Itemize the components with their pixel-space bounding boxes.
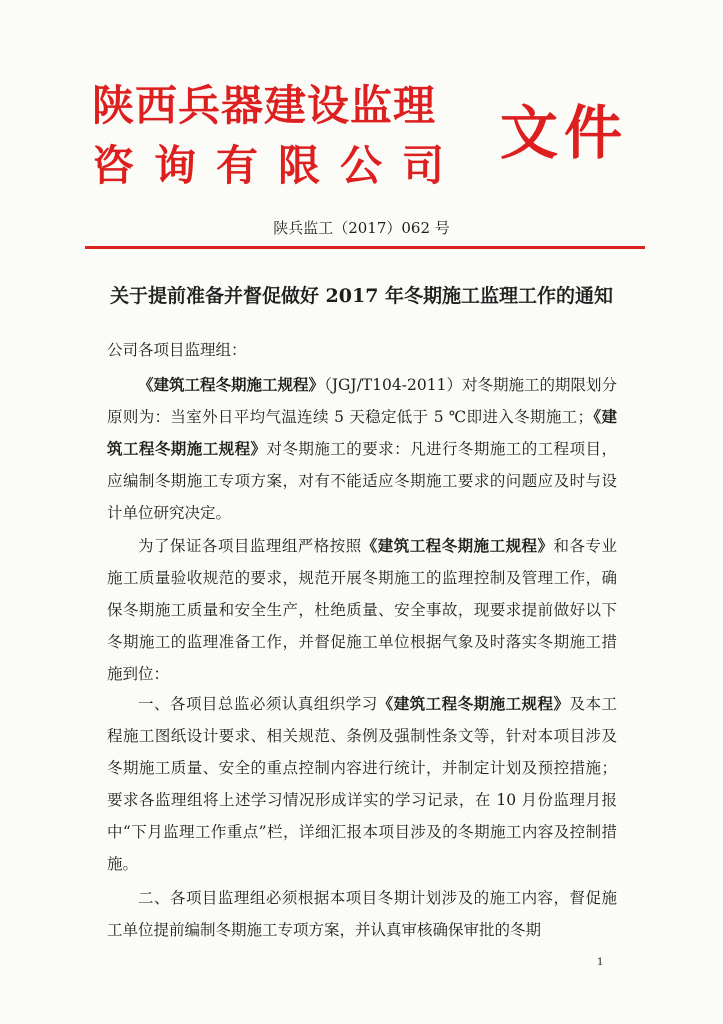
paragraph-2-text-a: 为了保证各项目监理组严格按照: [138, 537, 362, 555]
standard-title-ref: 《建筑工程冬期施工规程》: [361, 536, 554, 555]
paragraph-2: [107, 530, 617, 690]
standard-title-ref: 《建筑工程冬期施工规程》: [377, 694, 570, 713]
paragraph-1: [107, 369, 617, 529]
document-number: 陕兵监工（2017）062 号: [273, 219, 450, 237]
salutation: 公司各项目监理组：: [107, 341, 247, 359]
document-type-label: 文件: [500, 99, 629, 167]
paragraph-3-text-b: 及本工程施工图纸设计要求、相关规范、条例及强制性条文等，针对本项目涉及冬期施工质量、安全的重点控制内容进行统计，并制定计划及预控措施；要求各监理组将上述学习情况形成详实的学习记录，在 10 月份监理月报中“下月监理工作重点”栏，详细汇报本项目涉及的冬期施工内容及控制措施。: [107, 695, 617, 873]
paragraph-4: [107, 882, 617, 946]
organization-name-line-1: 陕西兵器建设监理: [92, 81, 437, 130]
paragraph-4-text: 二、各项目监理组必须根据本项目冬期计划涉及的施工内容，督促施工单位提前编制冬期施工专项方案，并认真审核确保审批的冬期: [107, 889, 617, 939]
paragraph-2-text-b: 和各专业施工质量验收规范的要求，规范开展冬期施工的监理控制及管理工作，确保冬期施工质量和安全生产，杜绝质量、安全事故，现要求提前做好以下冬期施工的监理准备工作，并督促施工单位根据气象及时落实冬期施工措施到位：: [107, 537, 617, 683]
paragraph-1-text-a: （JGJ/T104-2011）对冬期施工的期限划分原则为：当室外日平均气温连续 5 天稳定低于 5 ℃即进入冬期施工；: [107, 376, 617, 426]
paragraph-3: [107, 688, 617, 880]
organization-name-line-2: 咨询有限公司: [92, 141, 465, 190]
page-number: 1: [597, 957, 604, 968]
red-header-rule: [85, 246, 645, 249]
paragraph-3-text-a: 一、各项目总监必须认真组织学习: [138, 695, 378, 713]
standard-title-ref: 《建筑工程冬期施工规程》: [138, 375, 325, 394]
paragraph-1-text-b: 对冬期施工的要求：凡进行冬期施工的工程项目，应编制冬期施工专项方案，对有不能适应冬期施工要求的问题应及时与设计单位研究决定。: [107, 440, 617, 522]
notice-title: 关于提前准备并督促做好 2017 年冬期施工监理工作的通知: [109, 285, 614, 307]
standard-title-ref: 《建筑工程冬期施工规程》: [107, 407, 617, 458]
